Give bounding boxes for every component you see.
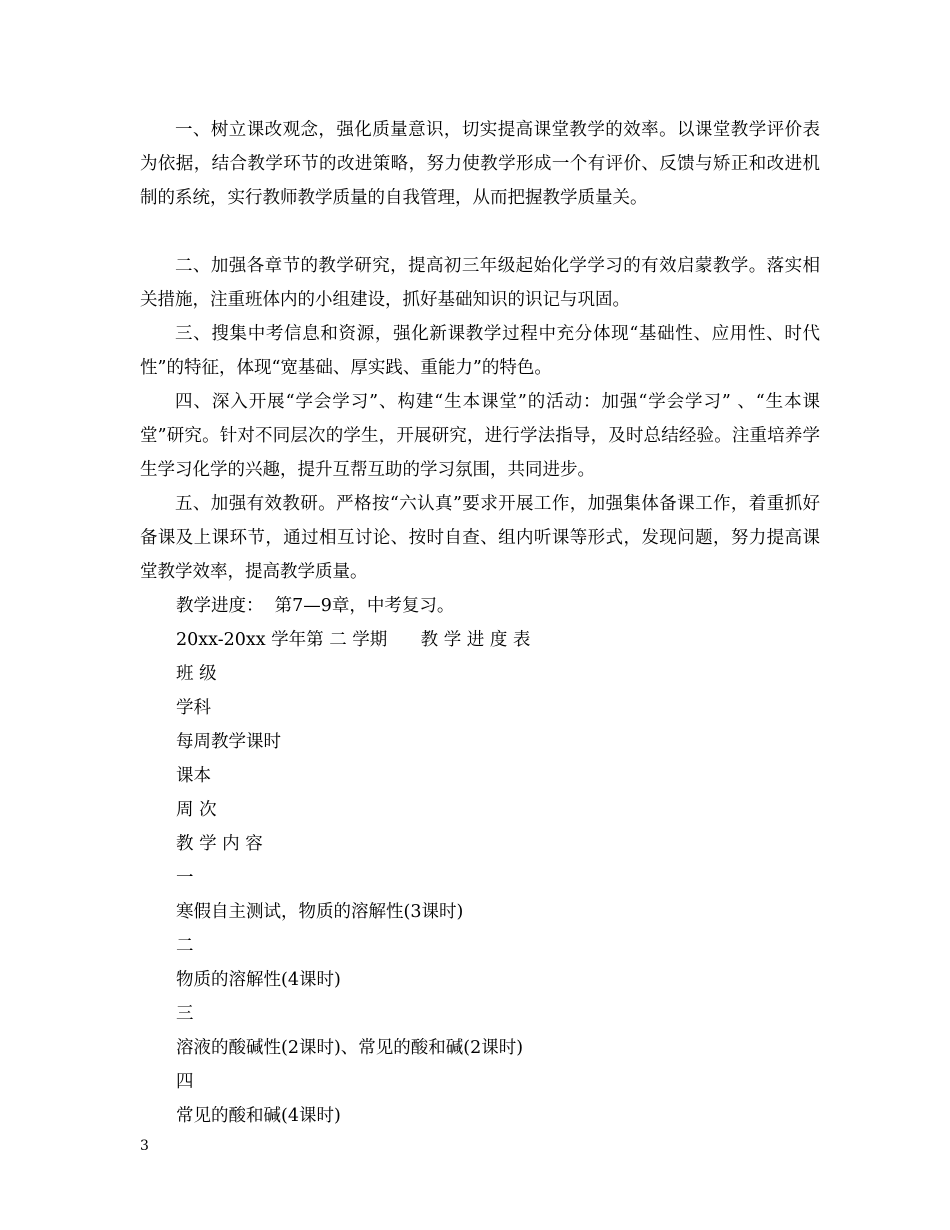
field-class: 班 级 xyxy=(176,664,217,684)
week-3: 三 xyxy=(176,1004,194,1024)
week-4-content: 常见的酸和碱(4课时) xyxy=(176,1106,341,1126)
week-2: 二 xyxy=(176,936,194,956)
field-weekly-hours: 每周教学课时 xyxy=(176,732,281,752)
field-week: 周 次 xyxy=(176,800,217,820)
week-3-content: 溶液的酸碱性(2课时)、常见的酸和碱(2课时) xyxy=(176,1038,524,1058)
field-content: 教 学 内 容 xyxy=(176,834,263,854)
field-subject: 学科 xyxy=(176,698,211,718)
schedule-title: 20xx-20xx 学年第 二 学期 教 学 进 度 表 xyxy=(176,630,531,650)
paragraph-3: 三、搜集中考信息和资源，强化新课教学过程中充分体现“基础性、应用性、时代性”的特征，体现“宽基础、厚实践、重能力”的特色。 xyxy=(140,324,820,378)
paragraph-2: 二、加强各章节的教学研究，提高初三年级起始化学学习的有效启蒙教学。落实相关措施，注重班体内的小组建设，抓好基础知识的识记与巩固。 xyxy=(140,256,820,310)
week-1: 一 xyxy=(176,868,194,888)
teaching-progress-line: 教学进度： 第7—9章，中考复习。 xyxy=(176,596,455,616)
paragraph-5: 五、加强有效教研。严格按“六认真”要求开展工作，加强集体备课工作，着重抓好备课及上课环节，通过相互讨论、按时自查、组内听课等形式，发现问题，努力提高课堂教学效率，提高教学质量。 xyxy=(140,494,820,582)
week-1-content: 寒假自主测试，物质的溶解性(3课时) xyxy=(176,902,464,922)
paragraph-4: 四、深入开展“学会学习”、构建“生本课堂”的活动：加强“学会学习” 、“生本课堂”研究。针对不同层次的学生，开展研究，进行学法指导，及时总结经验。注重培养学生学习化学的兴趣，提升互帮互助的学习氛围，共同进步。 xyxy=(140,392,820,480)
paragraph-1: 一、树立课改观念，强化质量意识，切实提高课堂教学的效率。以课堂教学评价表为依据，结合教学环节的改进策略，努力使教学形成一个有评价、反馈与矫正和改进机制的系统，实行教师教学质量的自我管理，从而把握教学质量关。 xyxy=(140,120,820,208)
field-textbook: 课本 xyxy=(176,766,211,786)
page-number: 3 xyxy=(140,1138,149,1154)
week-4: 四 xyxy=(176,1072,194,1092)
week-2-content: 物质的溶解性(4课时) xyxy=(176,970,341,990)
